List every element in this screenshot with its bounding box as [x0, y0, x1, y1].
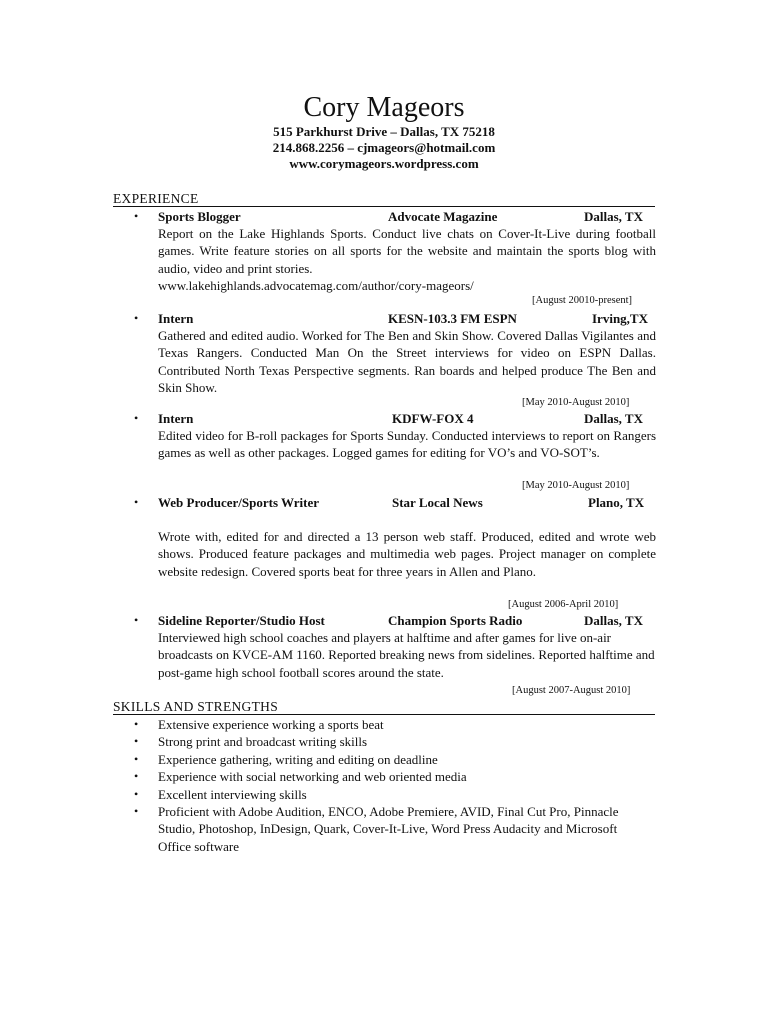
- entry-header: [158, 494, 655, 511]
- candidate-name: Cory Mageors: [303, 92, 465, 123]
- experience-heading-label: EXPERIENCE: [113, 191, 199, 206]
- resume-header: [0, 92, 768, 172]
- job-title: Intern: [158, 311, 194, 326]
- job-title: Sports Blogger: [158, 209, 241, 224]
- list-item: [134, 803, 656, 855]
- job-description: Wrote with, edited for and directed a 13 person web staff. Produced, edited and wrote web shows. Produced feature packages and multimedia web pages. Project manager on complete website redesign. Covered sports beat for three years in Allen and Plano.: [158, 529, 656, 579]
- entry-header: [158, 310, 655, 327]
- job-dates: [May 2010-August 2010]: [522, 397, 630, 408]
- organization: KESN-103.3 FM ESPN: [388, 311, 517, 326]
- job-dates: [August 2006-April 2010]: [508, 599, 619, 610]
- skills-list: [134, 716, 656, 855]
- organization: KDFW-FOX 4: [392, 411, 474, 426]
- bullet-icon: •: [134, 411, 139, 425]
- location: Plano, TX: [588, 495, 645, 510]
- location: Dallas, TX: [584, 613, 643, 628]
- skill-text: Strong print and broadcast writing skills: [158, 734, 368, 750]
- location: Dallas, TX: [584, 209, 643, 224]
- skills-heading: [113, 699, 655, 715]
- bullet-icon: •: [134, 495, 139, 509]
- experience-heading: [113, 191, 655, 207]
- skill-text: Proficient with Adobe Audition, ENCO, Adobe Premiere, AVID, Final Cut Pro, Pinnacle Studio, Photoshop, InDesign, Quark, Cover-It-Live, Word Press Audacity and Microsoft Office software: [158, 804, 619, 854]
- job-dates: [August 2007-August 2010]: [512, 685, 631, 696]
- job-title: Sideline Reporter/Studio Host: [158, 613, 325, 628]
- skill-text: Extensive experience working a sports beat: [158, 717, 384, 732]
- job-description: Gathered and edited audio. Worked for The Ben and Skin Show. Covered Dallas Vigilantes and Texas Rangers. Conducted Man On the Street interviews for video on ESPN Dallas. Contributed North Texas Perspective segments. Ran boards and helped produce The Ben and Skin Show.: [158, 328, 656, 396]
- bullet-icon: •: [134, 734, 139, 749]
- address-line: 515 Parkhurst Drive – Dallas, TX 75218: [273, 124, 495, 139]
- bullet-icon: •: [134, 769, 139, 784]
- bullet-icon: •: [134, 311, 139, 325]
- bullet-icon: •: [134, 613, 139, 627]
- job-description: Interviewed high school coaches and players at halftime and after games for live on-air broadcasts on KVCE-AM 1160. Reported breaking news from sidelines. Reported halftime and post-game high school football scores around the state.: [158, 630, 655, 680]
- job-dates: [August 20010-present]: [532, 295, 633, 306]
- bullet-icon: •: [134, 751, 139, 766]
- job-title: Web Producer/Sports Writer: [158, 495, 320, 510]
- organization: Champion Sports Radio: [388, 613, 523, 628]
- entry-header: [158, 612, 655, 629]
- list-item: [134, 786, 656, 803]
- organization: Advocate Magazine: [388, 209, 498, 224]
- list-item: [134, 768, 656, 785]
- skill-text: Excellent interviewing skills: [158, 786, 307, 802]
- portfolio-link: www.lakehighlands.advocatemag.com/author/cory-mageors/: [158, 278, 474, 293]
- skills-heading-label: SKILLS AND STRENGTHS: [113, 699, 279, 714]
- skill-text: Experience gathering, writing and editing on deadline: [158, 751, 438, 767]
- organization: Star Local News: [392, 495, 483, 510]
- entry-header: [158, 208, 655, 225]
- bullet-icon: •: [134, 209, 139, 223]
- job-dates: [May 2010-August 2010]: [522, 480, 630, 491]
- bullet-icon: •: [134, 786, 139, 801]
- location: Irving,TX: [592, 311, 648, 326]
- location: Dallas, TX: [584, 411, 643, 426]
- job-description: Report on the Lake Highlands Sports. Conduct live chats on Cover-It-Live during football games. Write feature stories on all sports for the website and maintain the sports blog with audio, video and print stories.: [158, 226, 656, 276]
- list-item: [134, 733, 656, 750]
- list-item: [134, 716, 656, 733]
- entry-header: [158, 410, 655, 427]
- bullet-icon: •: [134, 804, 139, 819]
- skill-text: Experience with social networking and web oriented media: [158, 769, 467, 785]
- phone-email-line: 214.868.2256 – cjmageors@hotmail.com: [272, 140, 496, 155]
- bullet-icon: •: [134, 717, 139, 731]
- website-line: www.corymageors.wordpress.com: [289, 156, 479, 171]
- list-item: [134, 751, 656, 768]
- job-title: Intern: [158, 411, 194, 426]
- job-description: Edited video for B-roll packages for Sports Sunday. Conducted interviews to report on Rangers games as well as other packages. Logged games for editing for VO’s and VO-SOT’s.: [158, 428, 656, 461]
